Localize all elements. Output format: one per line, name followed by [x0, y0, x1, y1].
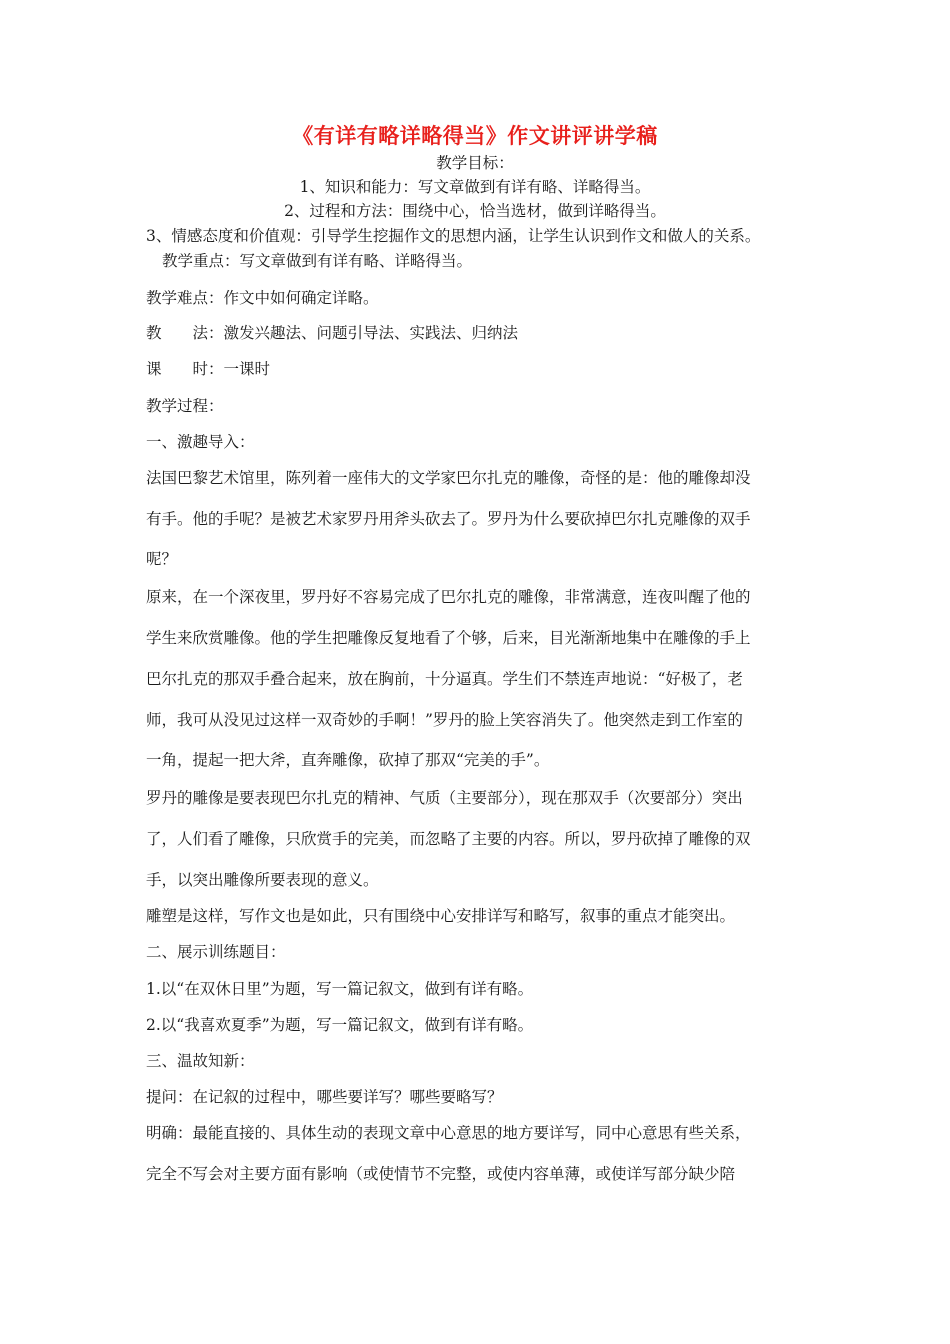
objective-item: 3、情感态度和价值观：引导学生挖掘作文的思想内涵，让学生认识到作文和做人的关系。 [146, 227, 761, 245]
difficulty: 教学难点：作文中如何确定详略。 [146, 289, 379, 307]
paragraph-line: 罗丹的雕像是要表现巴尔扎克的精神、气质（主要部分），现在那双手（次要部分）突出 [146, 789, 743, 807]
key-point: 教学重点：写文章做到有详有略、详略得当。 [162, 252, 473, 270]
paragraph-line: 提问：在记叙的过程中，哪些要详写？哪些要略写？ [146, 1088, 503, 1106]
exercise-item: 2.以“我喜欢夏季”为题，写一篇记叙文，做到有详有略。 [146, 1016, 534, 1034]
document-title: 《有详有略详略得当》作文讲评讲学稿 [292, 124, 658, 148]
class-duration: 课 时：一课时 [146, 360, 271, 378]
section-heading: 一、激趣导入： [146, 433, 255, 451]
paragraph-line: 完全不写会对主要方面有影响（或使情节不完整，或使内容单薄，或使详写部分缺少陪 [146, 1165, 736, 1183]
process-heading: 教学过程： [146, 397, 224, 415]
paragraph-line: 巴尔扎克的那双手叠合起来，放在胸前，十分逼真。学生们不禁连声地说：“好极了，老 [146, 670, 743, 688]
paragraph-line: 手，以突出雕像所要表现的意义。 [146, 871, 379, 889]
paragraph-line: 学生来欣赏雕像。他的学生把雕像反复地看了个够，后来，目光渐渐地集中在雕像的手上 [146, 629, 751, 647]
paragraph-line: 了，人们看了雕像，只欣赏手的完美，而忽略了主要的内容。所以，罗丹砍掉了雕像的双 [146, 830, 751, 848]
section-heading: 二、展示训练题目： [146, 943, 286, 961]
teaching-method: 教 法：激发兴趣法、问题引导法、实践法、归纳法 [146, 324, 519, 342]
paragraph-line: 师，我可从没见过这样一双奇妙的手啊！”罗丹的脸上笑容消失了。他突然走到工作室的 [146, 711, 743, 729]
paragraph-line: 呢？ [146, 550, 178, 568]
objectives-heading: 教学目标： [436, 154, 514, 172]
objective-item: 1、知识和能力：写文章做到有详有略、详略得当。 [299, 178, 651, 196]
exercise-item: 1.以“在双休日里”为题，写一篇记叙文，做到有详有略。 [146, 980, 534, 998]
paragraph-line: 原来，在一个深夜里，罗丹好不容易完成了巴尔扎克的雕像，非常满意，连夜叫醒了他的 [146, 588, 751, 606]
paragraph-line: 一角，提起一把大斧，直奔雕像，砍掉了那双“完美的手”。 [146, 751, 550, 769]
paragraph-line: 雕塑是这样，写作文也是如此，只有围绕中心安排详写和略写，叙事的重点才能突出。 [146, 907, 736, 925]
objective-item: 2、过程和方法：围绕中心，恰当选材，做到详略得当。 [284, 202, 666, 220]
paragraph-line: 有手。他的手呢？是被艺术家罗丹用斧头砍去了。罗丹为什么要砍掉巴尔扎克雕像的双手 [146, 510, 751, 528]
paragraph-line: 法国巴黎艺术馆里，陈列着一座伟大的文学家巴尔扎克的雕像，奇怪的是：他的雕像却没 [146, 469, 751, 487]
paragraph-line: 明确：最能直接的、具体生动的表现文章中心意思的地方要详写，同中心意思有些关系， [146, 1124, 751, 1142]
section-heading: 三、温故知新： [146, 1052, 255, 1070]
